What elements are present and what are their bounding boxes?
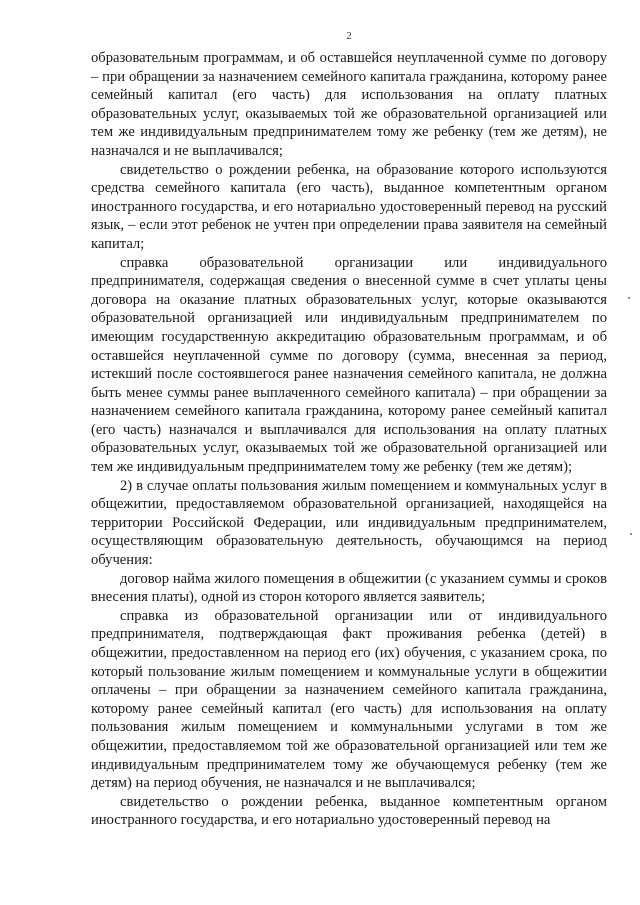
scan-speck [630, 533, 632, 535]
paragraph-5: договор найма жилого помещения в общежитии (с указанием суммы и сроков внесения платы), одной из сторон которого является заявитель; [91, 570, 607, 606]
paragraph-2: свидетельство о рождении ребенка, на образование которого используются средства семейного капитала (его часть), выданное компетентным органом иностранного государства, и его нотариально удостоверенный перевод на русский язык, – если этот ребенок не учтен при определении права заявителя на семейный капитал; [91, 161, 607, 252]
paragraph-3: справка образовательной организации или индивидуального предпринимателя, содержащая сведения о внесенной сумме в счет уплаты цены договора на оказание платных образовательных услуг, которые оказываются образовательной организацией или индивидуальным предпринимателем по имеющим государственную аккредитацию образовательным программам, и об оставшейся неуплаченной сумме по договору (сумма, внесенная за период, истекший после состоявшегося ранее назначения семейного капитала, не должна быть менее суммы ранее выплаченного семейного капитала) – при обращении за назначением семейного капитала гражданина, которому ранее семейный капитал (его часть) назначался и выплачивался для использования на оплату платных образовательных услуг, оказываемых той же образовательной организацией или тем же индивидуальным предпринимателем тому же ребенку (тем же детям); [91, 254, 607, 476]
paragraph-4: 2) в случае оплаты пользования жилым помещением и коммунальных услуг в общежитии, предоставляемом образовательной организацией, находящейся на территории Российской Федерации, или индивидуальным предпринимателем, осуществляющим образовательную деятельность, обучающимся на период обучения: [91, 477, 607, 569]
scan-speck [628, 297, 630, 299]
paragraph-1: образовательным программам, и об оставшейся неуплаченной сумме по договору – при обращении за назначением семейного капитала гражданина, которому ранее семейный капитал (его часть) для использования на оплату платных образовательных услуг, оказываемых той же образовательной организацией или тем же индивидуальным предпринимателем тому же ребенку (тем же детям), не назначался и не выплачивался; [91, 50, 607, 159]
page-number: 2 [346, 30, 352, 42]
document-body [91, 49, 607, 830]
paragraph-7: свидетельство о рождении ребенка, выданное компетентным органом иностранного государства, и его нотариально удостоверенный перевод на [91, 793, 607, 829]
paragraph-6: справка из образовательной организации или от индивидуального предпринимателя, подтверждающая факт проживания ребенка (детей) в общежитии, предоставленном на период его (их) обучения, с указанием срока, по который пользование жилым помещением и коммунальные услуги в общежитии оплачены – при обращении за назначением семейного капитала гражданина, которому ранее семейный капитал (его часть) для использования на оплату пользования жилым помещением и коммунальными услугами в том же общежитии, предоставляемом той же образовательной организацией или тем же индивидуальным предпринимателем тому же обучающемуся ребенку (тем же детям) на период обучения, не назначался и не выплачивался; [91, 607, 607, 792]
